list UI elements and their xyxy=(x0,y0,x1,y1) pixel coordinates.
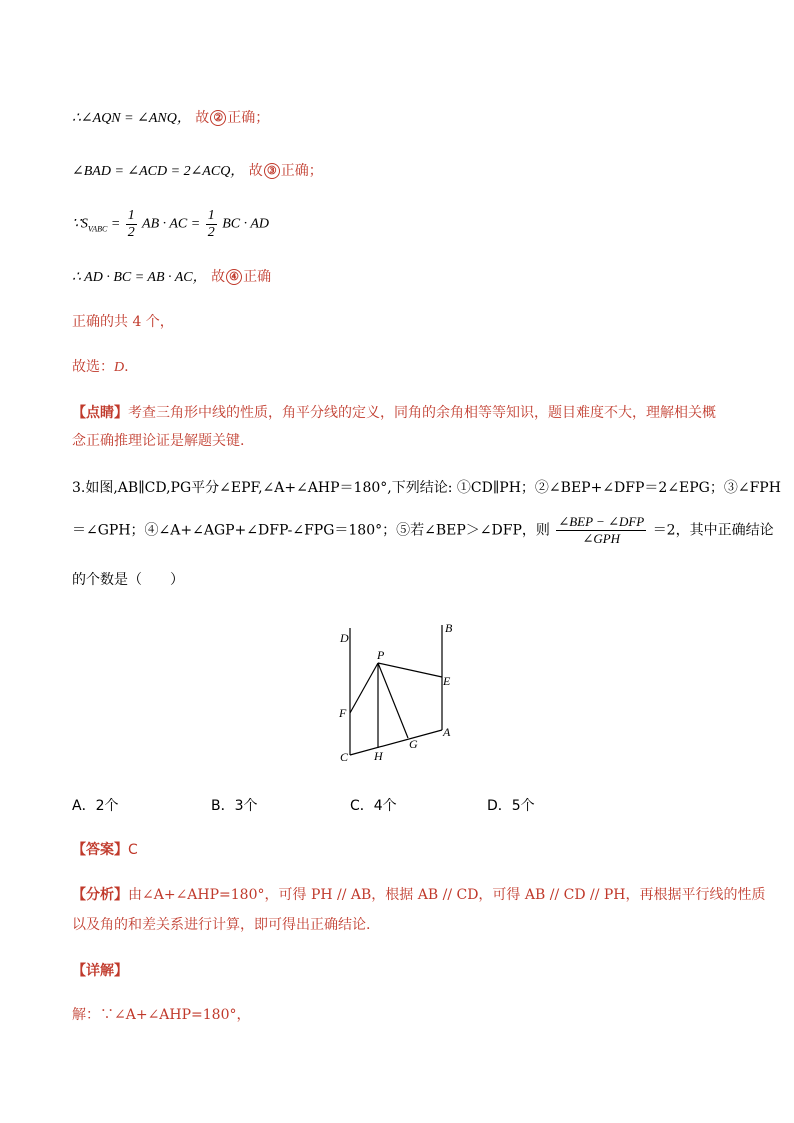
half-fraction: $\frac{1}{2}$ xyxy=(127,208,135,240)
key-point-text: 考查三角形中线的性质，角平分线的定义，同角的余角相等等知识，题目难度不大，理解相关概 xyxy=(128,405,716,421)
proof-line-3: $\because S_{VABC}$ = $\frac{1}{2}$ AB · AC = $\frac{1}{2}$ BC · AD xyxy=(72,208,270,240)
math-expr: ∠BAD = ∠ACD = 2∠ACQ， xyxy=(72,164,245,179)
count-line: 正确的共 4 个， xyxy=(72,314,174,330)
conclusion-text: 故 ④ 正确 xyxy=(211,269,272,285)
analysis-line-2: 以及角的和差关系进行计算，即可得出正确结论. xyxy=(72,917,371,933)
detail-line-1: 解：∵∠A+∠AHP=180°， xyxy=(72,1007,251,1023)
analysis-line-1 xyxy=(72,885,766,905)
question-line-3: 的个数是（ ） xyxy=(72,572,184,588)
ratio-fraction: $\frac{\text{∠BEP − ∠DFP}}{\text{∠GPH}}$ xyxy=(558,514,645,546)
label-P: P xyxy=(377,648,385,662)
option-d[interactable]: D．5个 xyxy=(487,798,535,814)
proof-line-1 xyxy=(72,108,269,129)
label-D: D xyxy=(340,631,349,645)
label-G: G xyxy=(409,737,418,751)
label-E: E xyxy=(443,674,451,688)
analysis-text: 由∠A+∠AHP=180°，可得 PH // AB，根据 AB // CD，可得 AB // CD // PH，再根据平行线的性质 xyxy=(128,887,766,903)
answer-tag: 【答案】 xyxy=(72,842,128,858)
math-expr: ∴∠AQN = ∠ANQ， xyxy=(72,111,191,126)
proof-line-2 xyxy=(72,161,323,182)
label-A: A xyxy=(443,725,451,739)
question-line-2: ＝∠GPH；④∠A+∠AGP+∠DFP-∠FPG＝180°；⑤若∠BEP＞∠DFP，则 $\frac{\text{∠BEP − ∠DFP}}{\text{∠GPH}}$ ＝2，其中正确结论 xyxy=(72,514,774,546)
math-expr: BC · AD xyxy=(222,216,270,232)
option-b[interactable]: B．3个 xyxy=(211,798,258,814)
label-H: H xyxy=(374,749,383,763)
option-a[interactable]: A．2个 xyxy=(72,798,119,814)
question-line-1: 3.如图,AB∥CD,PG平分∠EPF,∠A+∠AHP＝180°,下列结论: ①CD∥PH；②∠BEP+∠DFP＝2∠EPG；③∠FPH xyxy=(72,480,781,496)
key-point-tag: 【点睛】 xyxy=(72,405,128,421)
answer-value: C xyxy=(128,842,138,858)
choice-line: 故选：D. xyxy=(72,359,129,375)
label-B: B xyxy=(445,621,453,635)
math-expr: AB · AC = xyxy=(142,216,204,232)
answer-line xyxy=(72,840,138,860)
label-F: F xyxy=(339,706,347,720)
key-point-line-1 xyxy=(72,403,716,423)
analysis-tag: 【分析】 xyxy=(72,887,128,903)
area-symbol: ∵S xyxy=(72,216,88,232)
conclusion-text: 故 ② 正确； xyxy=(195,110,270,126)
detail-tag: 【详解】 xyxy=(72,963,128,979)
option-c[interactable]: C．4个 xyxy=(350,798,397,814)
label-C: C xyxy=(340,750,349,764)
proof-line-4 xyxy=(72,267,271,288)
math-expr: ∴ AD · BC = AB · AC， xyxy=(72,270,207,285)
conclusion-text: 故 ③ 正确； xyxy=(248,163,323,179)
area-subscript: VABC xyxy=(87,224,108,234)
key-point-line-2: 念正确推理论证是解题关键. xyxy=(72,433,245,449)
geometry-figure xyxy=(330,615,470,775)
half-fraction: $\frac{1}{2}$ xyxy=(207,208,215,240)
